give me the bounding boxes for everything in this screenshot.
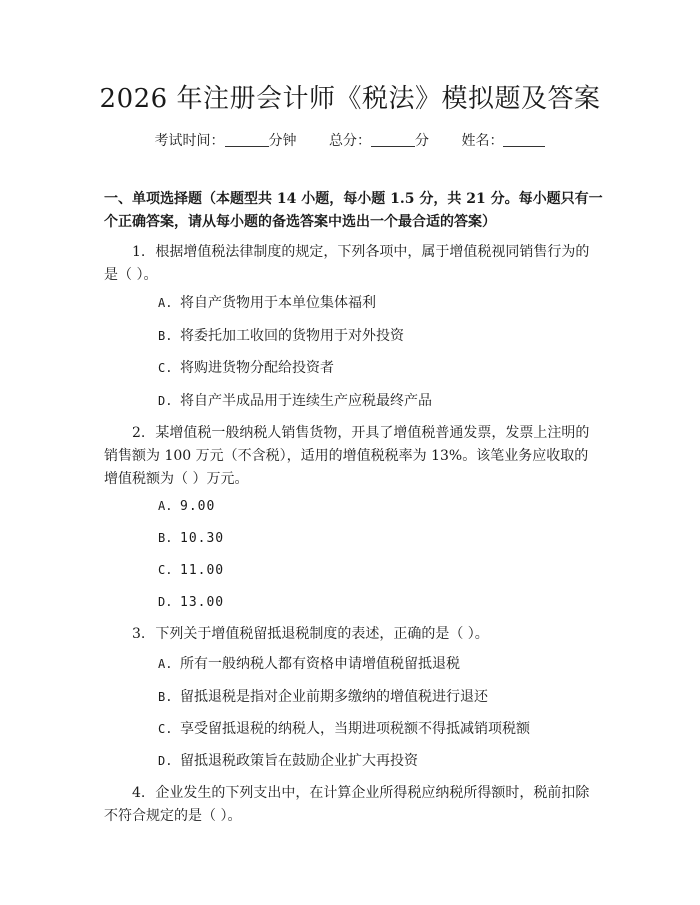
document-title: 2026 年注册会计师《税法》模拟题及答案 — [99, 84, 601, 114]
score-blank — [371, 132, 415, 147]
question-text: 某增值税一般纳税人销售货物，开具了增值税普通发票，发票上注明的销售额为 100 万元（不含税），适用的增值税税率为 13%。该笔业务应收取的增值税额为（ ）万元。 — [104, 425, 590, 487]
question-number: 2. — [132, 425, 146, 441]
name-label: 姓名： — [461, 133, 504, 149]
question-3-option-a — [158, 654, 598, 674]
option-text: 将委托加工收回的货物用于对外投资 — [180, 328, 404, 344]
name-blank — [503, 132, 545, 147]
score-unit: 分 — [415, 133, 429, 149]
question-2-option-a — [158, 496, 598, 517]
option-letter: D. — [158, 394, 173, 408]
option-letter: A. — [158, 296, 173, 310]
option-letter: D. — [158, 595, 173, 609]
question-4 — [104, 782, 600, 828]
option-text: 9.00 — [180, 499, 216, 514]
option-letter: B. — [158, 690, 173, 704]
question-1-option-d — [158, 391, 598, 411]
option-text: 13.00 — [180, 595, 225, 610]
question-2-option-c — [158, 560, 598, 581]
option-letter: B. — [158, 531, 173, 545]
question-number: 4. — [132, 785, 146, 801]
option-letter: D. — [158, 754, 173, 768]
question-text: 根据增值税法律制度的规定，下列各项中，属于增值税视同销售行为的是（ ）。 — [104, 244, 590, 283]
option-text: 将自产货物用于本单位集体福利 — [180, 295, 376, 311]
exam-meta — [0, 130, 700, 152]
question-text: 下列关于增值税留抵退税制度的表述，正确的是（ ）。 — [155, 626, 489, 642]
option-text: 所有一般纳税人都有资格申请增值税留抵退税 — [180, 656, 460, 672]
exam-score — [329, 130, 429, 152]
question-number: 3. — [132, 626, 146, 642]
option-text: 留抵退税是指对企业前期多缴纳的增值税进行退还 — [180, 689, 488, 705]
question-3 — [104, 623, 600, 646]
exam-time — [155, 130, 297, 152]
question-2-option-b — [158, 528, 598, 549]
option-letter: C. — [158, 722, 173, 736]
time-label: 考试时间： — [154, 133, 225, 149]
question-3-option-b — [158, 687, 598, 707]
time-blank — [225, 132, 269, 147]
option-text: 将购进货物分配给投资者 — [180, 360, 334, 376]
question-1 — [104, 241, 600, 287]
question-2-option-d — [158, 592, 598, 613]
option-letter: B. — [158, 329, 173, 343]
question-1-option-b — [158, 326, 598, 346]
option-text: 10.30 — [180, 531, 225, 546]
question-text: 企业发生的下列支出中，在计算企业所得税应纳税所得额时，税前扣除不符合规定的是（ ）。 — [104, 785, 590, 824]
question-3-option-d — [158, 751, 598, 771]
time-unit: 分钟 — [268, 133, 297, 149]
question-number: 1. — [132, 244, 146, 260]
option-text: 将自产半成品用于连续生产应税最终产品 — [180, 393, 432, 409]
option-letter: A. — [158, 657, 173, 671]
score-label: 总分： — [329, 133, 371, 149]
question-3-option-c — [158, 719, 598, 739]
exam-name — [461, 130, 545, 152]
option-letter: C. — [158, 563, 173, 577]
option-text: 11.00 — [180, 563, 225, 578]
question-2 — [104, 422, 600, 491]
question-1-option-a — [158, 293, 598, 313]
option-letter: C. — [158, 361, 173, 375]
option-letter: A. — [158, 499, 173, 513]
question-1-option-c — [158, 358, 598, 378]
option-text: 享受留抵退税的纳税人，当期进项税额不得抵减销项税额 — [180, 721, 530, 737]
option-text: 留抵退税政策旨在鼓励企业扩大再投资 — [180, 753, 418, 769]
section-heading: 一、单项选择题（本题型共 14 小题，每小题 1.5 分，共 21 分。每小题只有一个正确答案，请从每小题的备选答案中选出一个最合适的答案） — [104, 191, 603, 230]
